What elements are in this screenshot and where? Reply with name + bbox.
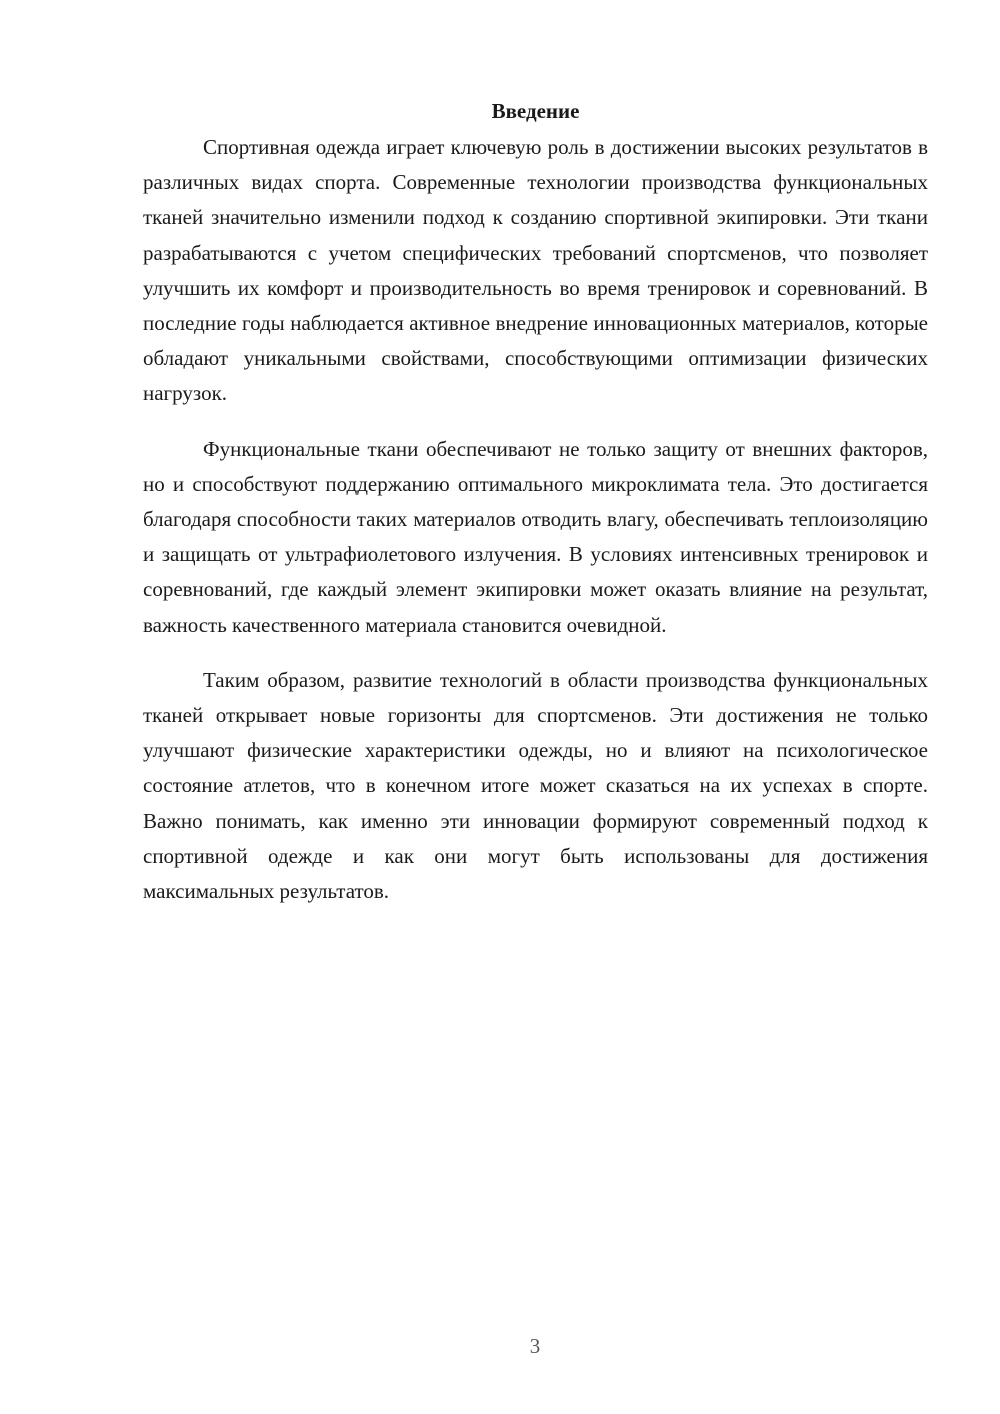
paragraph-3: Таким образом, развитие технологий в области производства функциональных тканей открывает новые горизонты для спортсменов. Эти достижения не только улучшают физические характеристики одежды, но и влияют на психологическое состояние атлетов, что в конечном итоге может сказаться на их успехах в спорте. Важно понимать, как именно эти инновации формируют современный подход к спортивной одежде и как они могут быть использованы для достижения максимальных результатов. bbox=[143, 667, 928, 904]
page-number: 3 bbox=[529, 1334, 541, 1358]
page-content bbox=[143, 96, 928, 929]
paragraph-1: Спортивная одежда играет ключевую роль в достижении высоких результатов в различных видах спорта. Современные технологии производства функциональных тканей значительно изменили подход к созданию спортивной экипировки. Эти ткани разрабатываются с учетом специфических требований спортсменов, что позволяет улучшить их комфорт и производительность во время тренировок и соревнований. В последние годы наблюдается активное внедрение инновационных материалов, которые обладают уникальными свойствами, способствующими оптимизации физических нагрузок. bbox=[143, 135, 928, 406]
section-heading: Введение bbox=[491, 99, 580, 123]
paragraph-2: Функциональные ткани обеспечивают не только защиту от внешних факторов, но и способствуют поддержанию оптимального микроклимата тела. Это достигается благодаря способности таких материалов отводить влагу, обеспечивать теплоизоляцию и защищать от ультрафиолетового излучения. В условиях интенсивных тренировок и соревнований, где каждый элемент экипировки может оказать влияние на результат, важность качественного материала становится очевидной. bbox=[143, 436, 928, 637]
